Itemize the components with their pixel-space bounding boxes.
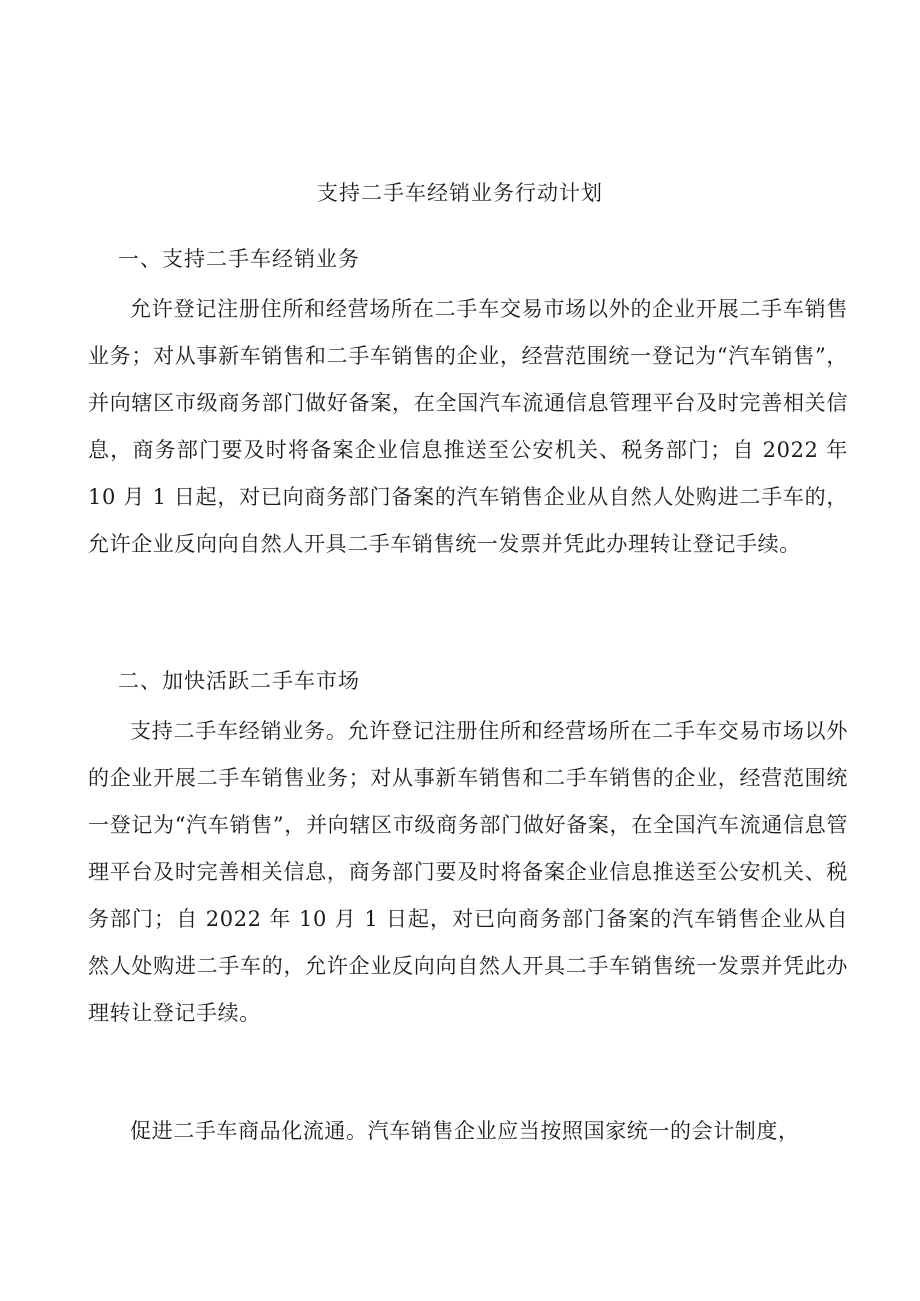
section-heading-2: 二、加快活跃二手车市场 <box>118 669 360 693</box>
section-2-paragraph-1: 支持二手车经销业务。允许登记注册住所和经营场所在二手车交易市场以外的企业开展二手车销售业务；对从事新车销售和二手车销售的企业，经营范围统一登记为“汽车销售”，并向辖区市级商务部门做好备案，在全国汽车流通信息管理平台及时完善相关信息，商务部门要及时将备案企业信息推送至公安机关、税务部门；自 2022 年 10 月 1 日起，对已向商务部门备案的汽车销售企业从自然人处购进二手车的，允许企业反向向自然人开具二手车销售统一发票并凭此办理转让登记手续。 <box>88 719 848 1025</box>
section-1-paragraph: 允许登记注册住所和经营场所在二手车交易市场以外的企业开展二手车销售业务；对从事新车销售和二手车销售的企业，经营范围统一登记为“汽车销售”，并向辖区市级商务部门做好备案，在全国汽车流通信息管理平台及时完善相关信息，商务部门要及时将备案企业信息推送至公安机关、税务部门；自 2022 年 10 月 1 日起，对已向商务部门备案的汽车销售企业从自然人处购进二手车的，允许企业反向向自然人开具二手车销售统一发票并凭此办理转让登记手续。 <box>88 297 848 556</box>
section-heading-1: 一、支持二手车经销业务 <box>118 247 360 271</box>
document-title: 支持二手车经销业务行动计划 <box>317 181 603 205</box>
section-2-paragraph-2: 促进二手车商品化流通。汽车销售企业应当按照国家统一的会计制度， <box>130 1119 800 1143</box>
